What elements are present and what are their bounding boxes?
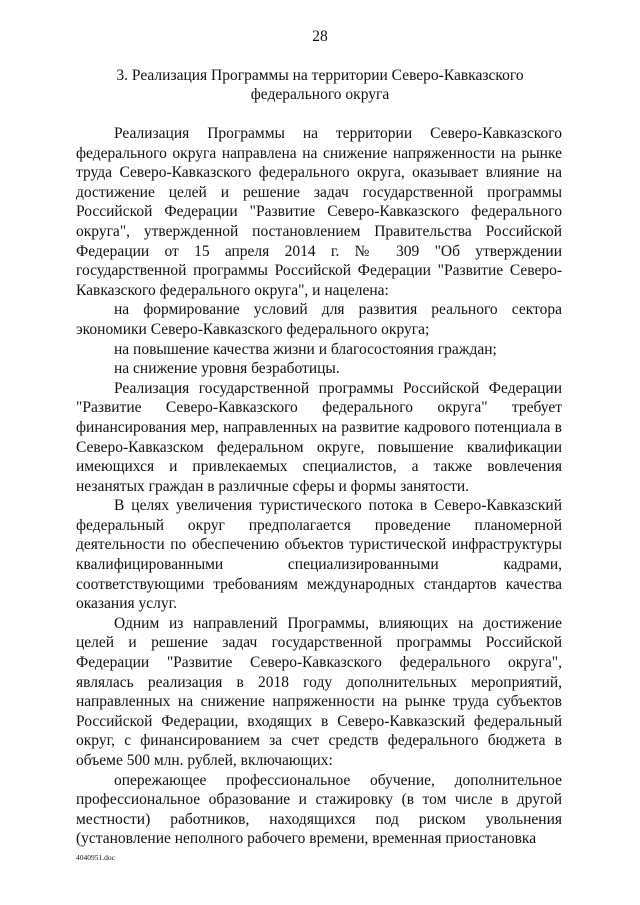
footer-document-code: 4040951.doc [76, 853, 115, 862]
list-item: на формирование условий для развития реального сектора экономики Северо-Кавказского федерального округа; [76, 301, 562, 338]
section-title: 3. Реализация Программы на территории Северо-Кавказского федерального округа [116, 67, 524, 103]
paragraph-intro: Реализация Программы на территории Северо-Кавказского федерального округа направлена на снижение напряженности на рынке труда Северо-Кавказского федерального округа, оказывает влияние на достижение целей и решение задач государственной программы Российской Федерации "Развитие Северо-Кавказского федерального округа", утвержденной постановлением Правительства Российской Федерации от 15 апреля 2014 г. № 309 "Об утверждении государственной программы Российской Федерации "Развитие Северо-Кавказского федерального округа", и нацелена: [76, 125, 562, 299]
list-item: на снижение уровня безработицы. [114, 360, 340, 378]
page-number: 28 [312, 28, 328, 45]
paragraph-measures: Одним из направлений Программы, влияющих на достижение целей и решение задач государственной программы Российской Федерации "Развитие Северо-Кавказского федерального округа", являлась реализация в 2018 году дополнительных мероприятий, направленных на снижение напряженности на рынке труда субъектов Российской Федерации, входящих в Северо-Кавказский федеральный округ, с финансированием за счет средств федерального бюджета в объеме 500 млн. рублей, включающих: [76, 614, 562, 769]
list-item: на повышение качества жизни и благосостояния граждан; [114, 340, 497, 358]
paragraph-tourism: В целях увеличения туристического потока в Северо-Кавказский федеральный округ предполагается проведение планомерной деятельности по обеспечению объектов туристической инфраструктуры квалифицированными специализированными кадрами, соответствующими требованиям международных стандартов качества оказания услуг. [76, 497, 562, 613]
paragraph-financing: Реализация государственной программы Российской Федерации "Развитие Северо-Кавказского федерального округа" требует финансирования мер, направленных на развитие кадрового потенциала в Северо-Кавказском федеральном округе, повышение квалификации имеющихся и привлекаемых специалистов, а также вовлечения незанятых граждан в различные сферы и формы занятости. [76, 379, 562, 495]
body-text [76, 124, 562, 849]
list-item: опережающее профессиональное обучение, дополнительное профессиональное образование и стажировку (в том числе в другой местности) работников, находящихся под риском увольнения (установление неполного рабочего времени, временная приостановка [76, 771, 562, 848]
